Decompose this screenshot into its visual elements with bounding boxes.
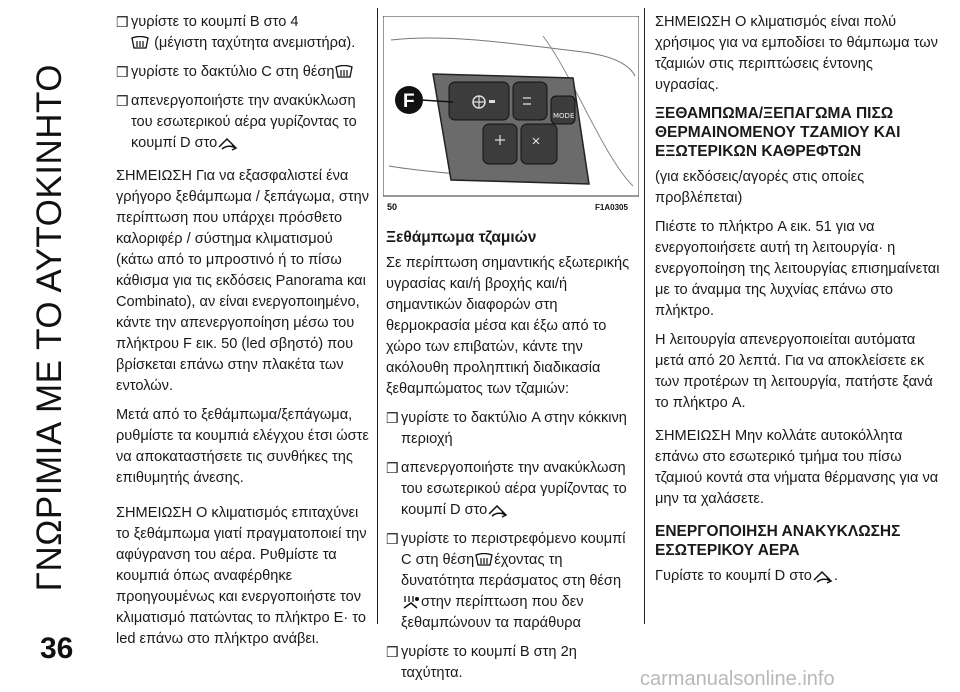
- paragraph: Πιέστε το πλήκτρο A εικ. 51 για να ενεργοποιήσετε αυτή τη λειτουργία· η ενεργοποίηση της λειτουργίας επισημαίνεται με το άναμμα της λυχνίας επάνω στο πλήκτρο.: [655, 219, 940, 319]
- list-item: [116, 62, 374, 83]
- list-item-text: γυρίστε το δακτύλιο C στη θέση: [131, 64, 335, 80]
- callout-label: F: [403, 91, 415, 112]
- windshield-defrost-icon: [334, 65, 354, 79]
- chapter-title: ΓΝΩΡΙΜΙΑ ΜΕ ΤΟ ΑΥΤΟΚΙΝΗΤΟ: [30, 64, 69, 592]
- outside-air-icon: [487, 502, 509, 518]
- defrost-feet-icon: [401, 594, 421, 610]
- list-item-text: γυρίστε το περιστρεφόμενο κουμπί C στη θέση: [401, 531, 626, 568]
- control-panel-illustration: [383, 16, 639, 214]
- column-2: [386, 222, 638, 692]
- paragraph-text: .: [833, 568, 838, 584]
- list-item: [116, 12, 374, 33]
- list-item: [386, 642, 638, 684]
- list-item: [116, 91, 374, 154]
- note-paragraph: ΣΗΜΕΙΩΣΗ Μην κολλάτε αυτοκόλλητα επάνω στο εσωτερικό τμήμα του πίσω τζαμιού κοντά στα νήματα θέρμανσης για να μην τα χαλάσετε.: [655, 428, 939, 507]
- figure-50: [383, 16, 639, 214]
- list-item-text: γυρίστε το δακτύλιο A στην κόκκινη περιοχή: [401, 410, 627, 447]
- paragraph: (για εκδόσεις/αγορές στις οποίες προβλέπεται): [655, 169, 865, 206]
- bullet-icon: ❒: [386, 644, 399, 660]
- note-paragraph: ΣΗΜΕΙΩΣΗ Για να εξασφαλιστεί ένα γρήγορο ξεθάμπωμα / ξεπάγωμα, στην περίπτωση που υπάρχει πρόσθετο καλοριφέρ / σύστημα κλιματισμού (κάτω από το μπροστινό ή το πίσω κάθισμα για τις εκδόσεις Panorama και Combinato), αν είναι ενεργοποιημένο, κάντε την απενεργοποίηση μέσω του πλήκτρου F εικ. 50 (led σβηστό) που βρίσκεται επάνω στην πλακέτα των εντολών.: [116, 168, 370, 394]
- list-item-text: έχοντας τη δυνατότητα περάσματος στη θέση: [401, 552, 622, 589]
- note-paragraph: ΣΗΜΕΙΩΣΗ Ο κλιματισμός επιταχύνει το ξεθάμπωμα γιατί πραγματοποιεί την αφύγρανση του αέρα. Ρυθμίστε τα κουμπιά όπως αναφέρθηκε προηγουμένως και ενεργοποιήστε τον κλιματισμό πατώντας το πλήκτρο E· το led επάνω στο πλήκτρο ανάβει.: [116, 505, 367, 647]
- section-heading: Ξεθάμπωμα τζαμιών: [386, 229, 537, 246]
- paragraph: Μετά από το ξεθάμπωμα/ξεπάγωμα, ρυθμίστε τα κουμπιά ελέγχου έτσι ώστε να αποκαταστήσετε τις συνθήκες της επιθυμητής άνεσης.: [116, 407, 369, 486]
- list-item: [386, 458, 638, 521]
- outside-air-icon: [217, 135, 239, 151]
- list-item-text: στην περίπτωση που δεν ξεθαμπώνουν τα παράθυρα: [401, 594, 584, 631]
- chapter-sidebar: [8, 8, 92, 648]
- outside-air-icon: [812, 568, 834, 584]
- column-divider: [377, 8, 378, 624]
- windshield-defrost-icon: [474, 553, 494, 567]
- bullet-icon: ❒: [116, 64, 129, 80]
- windshield-defrost-icon: [130, 36, 150, 50]
- column-3: [655, 12, 940, 595]
- list-item-text: γυρίστε το κουμπί B στη 2η ταχύτητα.: [401, 644, 577, 681]
- list-item: [386, 529, 638, 634]
- section-heading: ΞΕΘΑΜΠΩΜΑ/ΞΕΠΑΓΩΜΑ ΠΙΣΩ ΘΕΡΜΑΙΝΟΜΕΝΟΥ ΤΖΑΜΙΟΥ ΚΑΙ ΕΞΩΤΕΡΙΚΩΝ ΚΑΘΡΕΦΤΩΝ: [655, 105, 901, 160]
- list-item: [386, 408, 638, 450]
- note-paragraph: ΣΗΜΕΙΩΣΗ Ο κλιματισμός είναι πολύ χρήσιμος για να εμποδίσει το θάμπωμα των τζαμιών στις περιπτώσεις έντονης υγρασίας.: [655, 14, 938, 93]
- list-item-sub: [130, 33, 374, 54]
- section-heading: ΕΝΕΡΓΟΠΟΙΗΣΗ ΑΝΑΚΥΚΛΩΣΗΣ ΕΣΩΤΕΡΙΚΟΥ ΑΕΡΑ: [655, 523, 901, 559]
- mode-label: MODE: [553, 112, 575, 120]
- bullet-icon: ❒: [116, 14, 129, 30]
- list-item-text: (μέγιστη ταχύτητα ανεμιστήρα).: [154, 35, 356, 51]
- watermark: carmanualsonline.info: [640, 668, 835, 690]
- column-1: [116, 12, 374, 658]
- paragraph: Σε περίπτωση σημαντικής εξωτερικής υγρασίας και/ή βροχής και/ή σημαντικών διαφορών στη θερμοκρασία μέσα και έξω από το χώρο των επιβατών, κάντε την ακόλουθη προληπτική διαδικασία ξεθαμπώματος των τζαμιών:: [386, 255, 630, 397]
- list-item-text: γυρίστε το κουμπί B στο 4: [131, 14, 299, 30]
- bullet-icon: ❒: [386, 410, 399, 426]
- figure-code: F1A0305: [595, 203, 628, 212]
- bullet-icon: ❒: [386, 531, 399, 547]
- paragraph-text: Γυρίστε το κουμπί D στο: [655, 568, 812, 584]
- list-item-text: απενεργοποιήστε την ανακύκλωση του εσωτερικού αέρα γυρίζοντας το κουμπί D στο: [401, 460, 627, 518]
- column-divider: [644, 8, 645, 624]
- figure-number: 50: [387, 202, 398, 212]
- paragraph: Η λειτουργία απενεργοποιείται αυτόματα μετά από 20 λεπτά. Για να αποκλείσετε εκ των προτέρων τη λειτουργία, πατήστε ξανά το πλήκτρο A.: [655, 332, 933, 411]
- page-number: 36: [40, 632, 74, 665]
- bullet-icon: ❒: [116, 93, 129, 109]
- bullet-icon: ❒: [386, 460, 399, 476]
- paragraph: [655, 566, 940, 587]
- list-item-text: απενεργοποιήστε την ανακύκλωση του εσωτερικού αέρα γυρίζοντας το κουμπί D στο: [131, 93, 357, 151]
